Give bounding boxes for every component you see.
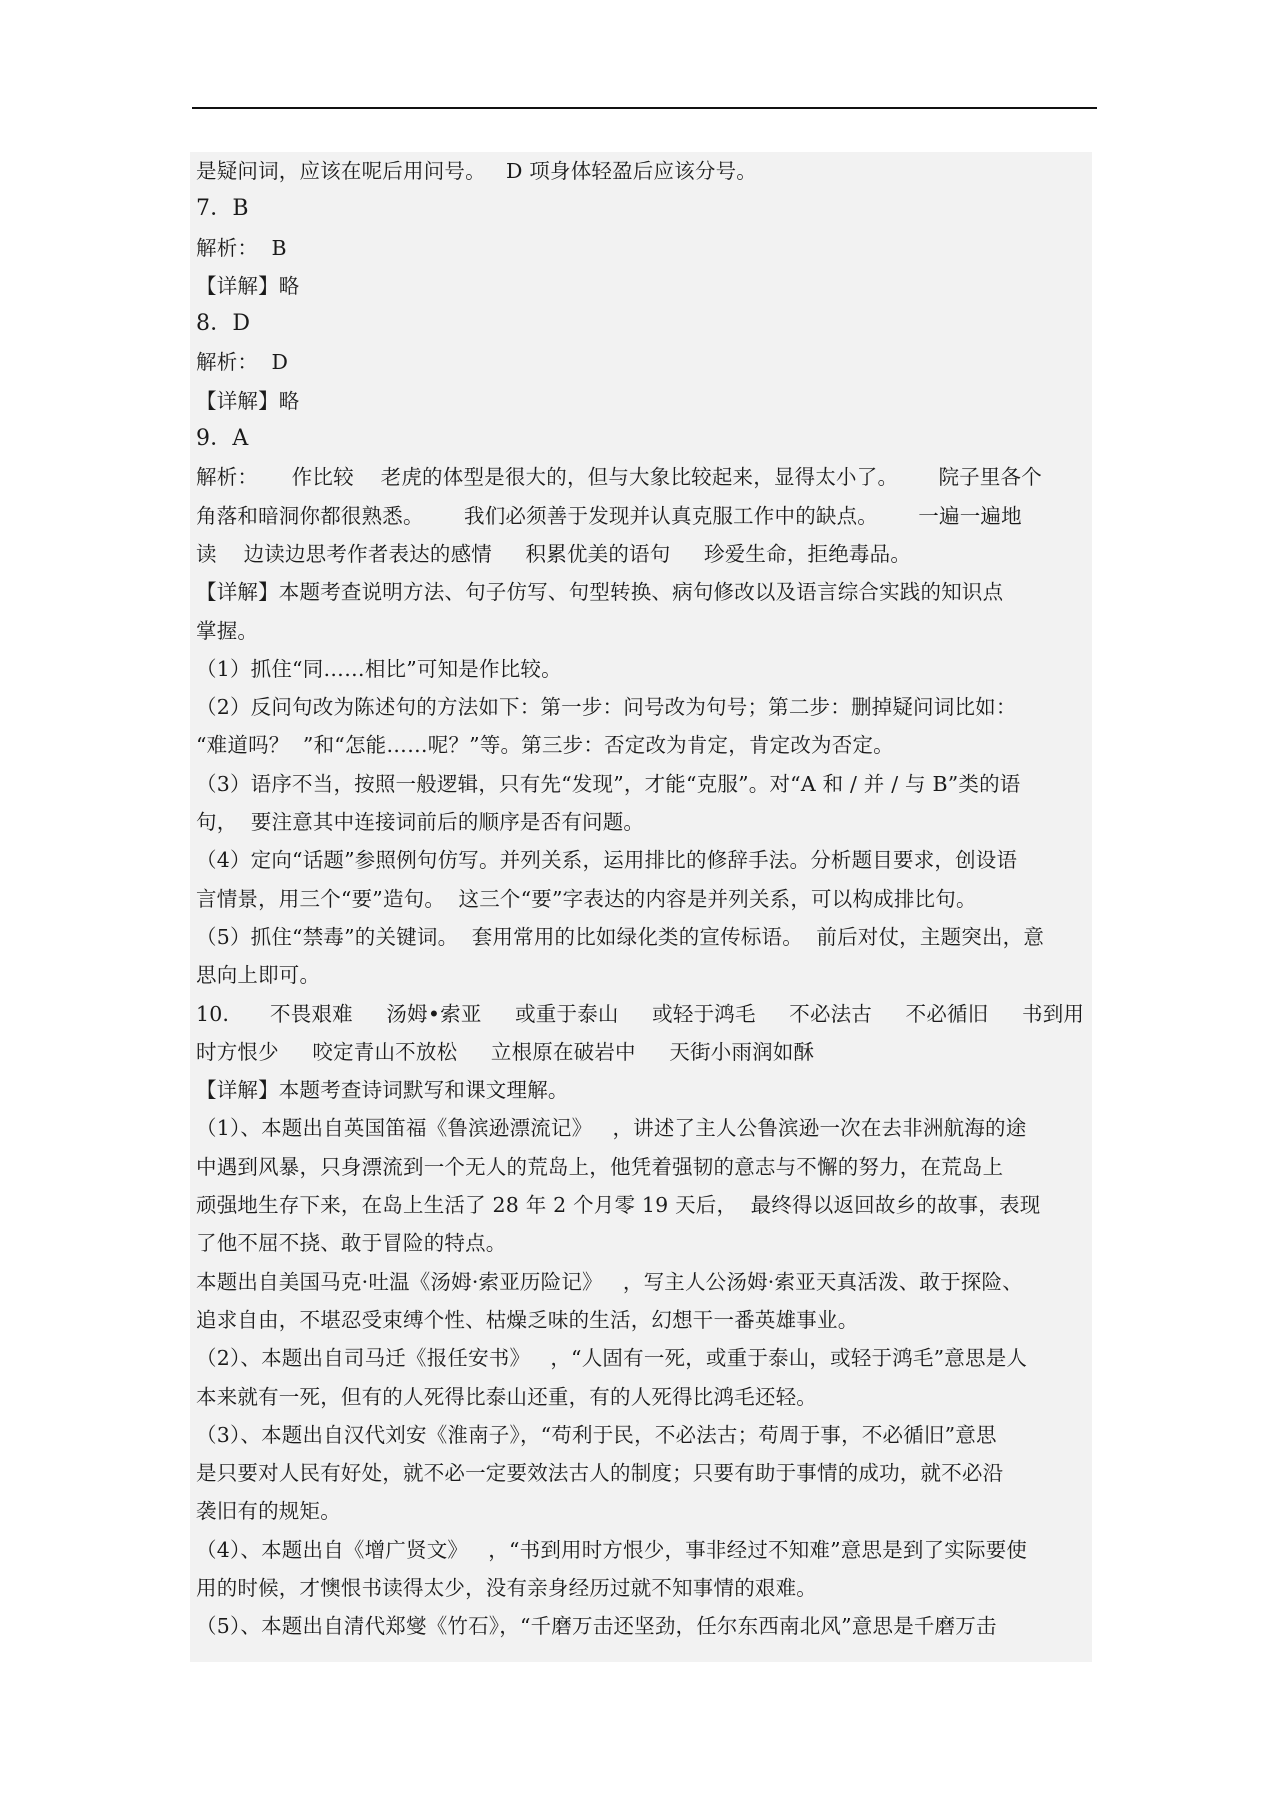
header-rule [192,107,1097,109]
text-line: （2）反问句改为陈述句的方法如下：第一步：问号改为句号；第二步：删掉疑问词比如： [196,695,1017,720]
text-line: 解析： D [196,350,289,375]
answer-heading: 9．A [196,426,249,452]
answer-heading: 8．D [196,311,251,337]
text-line: 解析： 作比较 老虎的体型是很大的，但与大象比较起来，显得太小了。 院子里各个 [196,465,1042,490]
text-line: 中遇到风暴，只身漂流到一个无人的荒岛上，他凭着强韧的意志与不懈的努力，在荒岛上 [196,1154,1004,1179]
text-line: 顽强地生存下来，在岛上生活了 28 年 2 个月零 19 天后， 最终得以返回故乡的故事，表现 [196,1193,1041,1218]
text-line: 【详解】略 [196,388,300,413]
text-line: 用的时候，才懊恨书读得太少，没有亲身经历过就不知事情的艰难。 [196,1575,817,1600]
text-line: 袭旧有的规矩。 [196,1499,341,1524]
text-line: 掌握。 [196,618,259,643]
text-line: 是只要对人民有好处，就不必一定要效法古人的制度；只要有助于事情的成功，就不必沿 [196,1461,1004,1486]
text-line: 追求自由，不堪忍受束缚个性、枯燥乏味的生活，幻想干一番英雄事业。 [196,1307,859,1332]
text-line: 【详解】本题考查说明方法、句子仿写、句型转换、病句修改以及语言综合实践的知识点 [196,580,1004,605]
text-line: 句， 要注意其中连接词前后的顺序是否有问题。 [196,810,645,835]
text-line: 读 边读边思考作者表达的感情 积累优美的语句 珍爱生命，拒绝毒品。 [196,541,912,566]
text-line: 本来就有一死，但有的人死得比泰山还重，有的人死得比鸿毛还轻。 [196,1384,817,1409]
text-line: （1）抓住“同……相比”可知是作比较。 [196,656,562,681]
text-line: （5）抓住“禁毒”的关键词。 套用常用的比如绿化类的宣传标语。 前后对仗，主题突出，意 [196,924,1045,949]
text-line: 是疑问词，应该在呢后用问号。 D 项身体轻盈后应该分号。 [196,159,757,183]
text-line: 了他不屈不挠、敢于冒险的特点。 [196,1231,507,1256]
text-line: （1）、本题出自英国笛福《鲁滨逊漂流记》 ，讲述了主人公鲁滨逊一次在去非洲航海的途 [196,1116,1027,1141]
text-line: （3）语序不当，按照一般逻辑，只有先“发现”，才能“克服”。对“A 和 / 并 / 与 B”类的语 [196,771,1021,796]
text-line: 思向上即可。 [196,963,321,988]
text-line: （3）、本题出自汉代刘安《淮南子》，“苟利于民，不必法古；苟周于事，不必循旧”意思 [196,1422,997,1447]
text-line: 角落和暗洞你都很熟悉。 我们必须善于发现并认真克服工作中的缺点。 一遍一遍地 [196,503,1022,528]
text-line: 10． 不畏艰难 汤姆•索亚 或重于泰山 或轻于鸿毛 不必法古 不必循旧 书到用 [196,1001,1085,1026]
text-line: 本题出自美国马克·吐温《汤姆·索亚历险记》 ，写主人公汤姆·索亚天真活泼、敢于探险、 [196,1269,1023,1294]
text-line: 言情景，用三个“要”造句。 这三个“要”字表达的内容是并列关系，可以构成排比句。 [196,886,977,911]
document-body [196,152,1092,1646]
text-line: 时方恨少 咬定青山不放松 立根原在破岩中 天街小雨润如酥 [196,1039,815,1064]
text-line: （4）定向“话题”参照例句仿写。并列关系，运用排比的修辞手法。分析题目要求，创设语 [196,848,1018,873]
text-line: “难道吗？ ”和“怎能……呢？”等。第三步：否定改为肯定，肯定改为否定。 [196,733,894,758]
text-line: （5）、本题出自清代郑燮《竹石》，“千磨万击还坚劲，任尔东西南北风”意思是千磨万击 [196,1614,997,1639]
text-line: 【详解】略 [196,273,300,298]
answer-heading: 7．B [196,196,249,222]
text-line: （4）、本题出自《增广贤文》 ，“书到用时方恨少，事非经过不知难”意思是到了实际要使 [196,1537,1028,1562]
text-line: 【详解】本题考查诗词默写和课文理解。 [196,1078,569,1103]
text-line: 解析： B [196,235,287,260]
text-line: （2）、本题出自司马迁《报任安书》 ，“人固有一死，或重于泰山，或轻于鸿毛”意思是人 [196,1346,1028,1371]
